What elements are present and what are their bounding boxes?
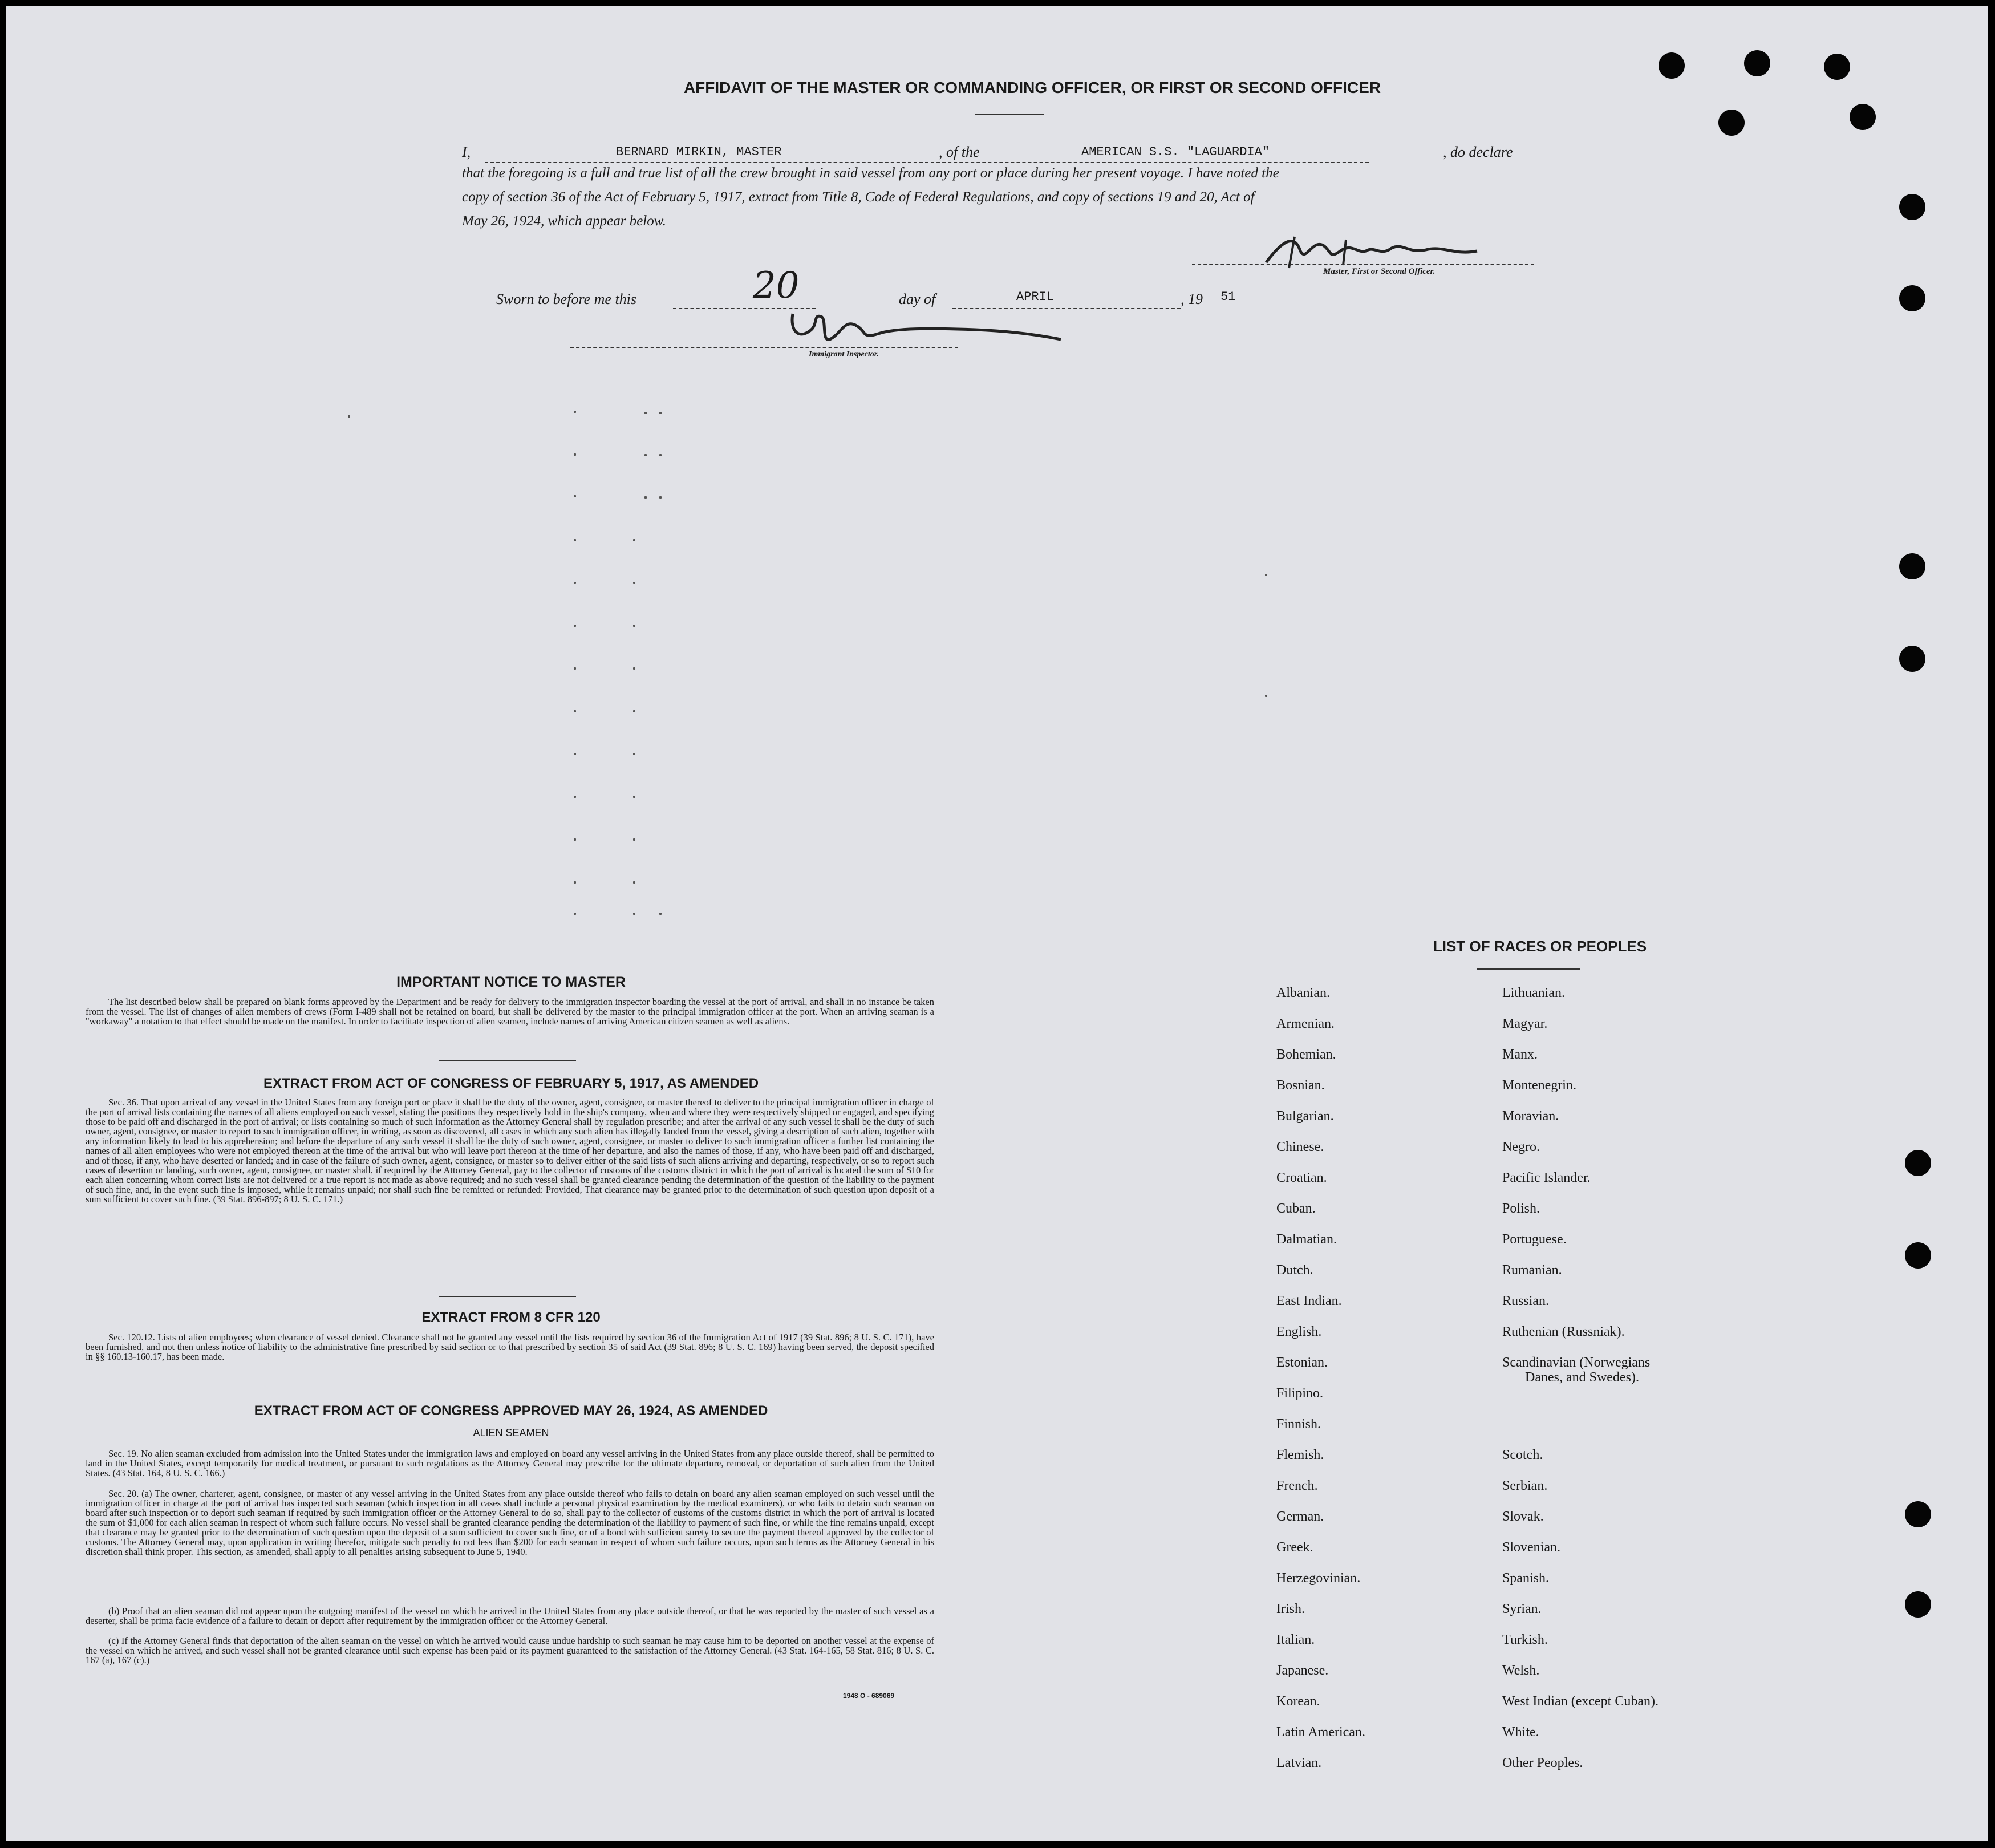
race-item: Negro. — [1502, 1140, 1540, 1154]
pronoun-label: I, — [462, 144, 471, 160]
race-item: Bulgarian. — [1276, 1109, 1334, 1124]
inspector-caption: Immigrant Inspector. — [809, 350, 879, 359]
race-item: Slovak. — [1502, 1509, 1544, 1524]
race-item: Manx. — [1502, 1047, 1538, 1062]
race-item: Herzegovinian. — [1276, 1571, 1361, 1586]
print-code: 1948 O - 689069 — [843, 1692, 895, 1700]
punch-hole-side-2 — [1899, 285, 1925, 311]
title-underline — [975, 114, 1044, 115]
race-item: Japanese. — [1276, 1663, 1329, 1678]
race-item: Other Peoples. — [1502, 1756, 1583, 1770]
extract-1917-title: EXTRACT FROM ACT OF CONGRESS OF FEBRUARY 5, 1917, AS AMENDED — [263, 1076, 759, 1091]
race-item: Scotch. — [1502, 1448, 1543, 1462]
race-item: Greek. — [1276, 1540, 1313, 1555]
notice-title: IMPORTANT NOTICE TO MASTER — [396, 974, 626, 990]
punch-hole-top-5 — [1850, 104, 1876, 130]
race-item: Finnish. — [1276, 1417, 1321, 1432]
inspector-signature-line — [570, 347, 958, 348]
races-title: LIST OF RACES OR PEOPLES — [1433, 938, 1647, 955]
race-item: Slovenian. — [1502, 1540, 1560, 1555]
notice-divider — [439, 1060, 576, 1061]
master-caption-label: Master, — [1323, 267, 1350, 276]
race-item: Filipino. — [1276, 1386, 1324, 1401]
punch-hole-side-6 — [1905, 1242, 1931, 1269]
punch-hole-side-1 — [1899, 194, 1925, 220]
race-item: Montenegrin. — [1502, 1078, 1576, 1093]
sec-20c-text: (c) If the Attorney General finds that deportation of the alien seaman on the vessel on which he arrived would cause undue hardship to such seaman he may cause him to be deported on another vessel at the expense of the vessel on which he arrived, and such vessel shall not be granted clearance until such expense has been paid or its payment guaranteed to the satisfaction of the Attorney General. (43 Stat. 164-165, 58 Stat. 816; 8 U. S. C. 167 (a), 167 (c).) — [86, 1635, 934, 1665]
punch-hole-side-3 — [1899, 553, 1925, 579]
punch-hole-side-4 — [1899, 646, 1925, 672]
race-item: West Indian (except Cuban). — [1502, 1694, 1659, 1709]
punch-hole-top-4 — [1718, 110, 1745, 136]
affidavit-body-line-3: copy of section 36 of the Act of February 5, 1917, extract from Title 8, Code of Federal Regulations, and copy of sections 19 and 20, Act of — [462, 189, 1255, 205]
punch-hole-top-3 — [1824, 54, 1850, 80]
name-fill-line — [485, 162, 1369, 163]
race-item: Magyar. — [1502, 1016, 1548, 1031]
year-field: 51 — [1220, 290, 1236, 304]
race-item: Scandinavian (Norwegians — [1502, 1355, 1651, 1370]
day-field: 20 — [753, 265, 800, 307]
year-prefix-label: , 19 — [1181, 291, 1203, 307]
punch-hole-top-1 — [1659, 52, 1685, 79]
cfr-120-title: EXTRACT FROM 8 CFR 120 — [421, 1310, 601, 1325]
extract-1917-text: Sec. 36. That upon arrival of any vessel in the United States from any foreign port or place it shall be the duty of the owner, agent, consignee, or master thereof to deliver to the principal immigration officer in charge of the port of arrival lists containing the names of all aliens employed on such vessel, stating the positions they respectively hold in the ship's company, when and where they were respectively shipped or engaged, and specifying those to be paid off and discharged in the port of arrival; or lists containing so much of such information as the Attorney General shall by regulation prescribe; and after the arrival of any such vessel it shall be the duty of such owner, agent, consignee, or master to report to such immigration officer, in writing, as soon as discovered, all cases in which any such alien has illegally landed from the vessel, giving a description of such alien, together with any information likely to lead to his apprehension; and before the departure of any such vessel it shall be the duty of such owner, agent, consignee, or master to deliver to such immigration officer a further list containing the names of all alien employees who were not employed thereon at the time of the arrival but who will leave port thereon at the time of her departure, and also the names of those, if any, who have been paid off and discharged, and of those, if any, who have deserted or landed; and in case of the failure of such owner, agent, consignee, or master so to deliver either of the said lists of such aliens arriving and departing, respectively, or so to report such cases of desertion or landing, such owner, agent, consignee, or master shall, if required by the Attorney General, pay to the collector of customs of the customs district in which the port of arrival is located the sum of $10 for each alien concerning whom correct lists are not delivered or a true report is not made as above required; and no such vessel shall be granted clearance pending the determination of the question of the liability to the payment of such fine, and, in the event such fine is imposed, while it remains unpaid; nor shall such fine be remitted or refunded: Provided, That clearance may be granted prior to the determination of such question upon deposit of a sum sufficient to cover such fine. (39 Stat. 896-897; 8 U. S. C. 171.) — [86, 1097, 934, 1205]
race-item: Polish. — [1502, 1201, 1540, 1216]
struck-officer-label: First or Second Officer. — [1352, 267, 1436, 276]
race-item: Serbian. — [1502, 1478, 1548, 1493]
race-item: Rumanian. — [1502, 1263, 1562, 1278]
of-the-label: , of the — [935, 144, 983, 161]
sec-19-text: Sec. 19. No alien seaman excluded from admission into the United States under the immigration laws and employed on board any vessel arriving in the United States from any place outside thereof, shall be permitted to land in the United States, except temporarily for medical treatment, or pursuant to such regulations as the Attorney General may prescribe for the ultimate departure, removal, or deportation of such alien from the United States. (43 Stat. 164, 8 U. S. C. 166.) — [86, 1448, 934, 1478]
race-item: Croatian. — [1276, 1170, 1327, 1185]
race-item: Bohemian. — [1276, 1047, 1336, 1062]
sworn-label: Sworn to before me this — [496, 291, 637, 307]
race-item: German. — [1276, 1509, 1324, 1524]
race-item: Italian. — [1276, 1632, 1315, 1647]
extract-1924-subtitle: ALIEN SEAMEN — [473, 1427, 549, 1438]
extract-1917-divider — [439, 1296, 576, 1297]
sec-20a-text: Sec. 20. (a) The owner, charterer, agent, consignee, or master of any vessel arriving in the United States from any place outside thereof who fails to detain on board any alien seaman employed on such vessel until the immigration officer in charge at the port of arrival has inspected such seaman (which inspection in all cases shall include a personal physical examination by the medical examiners), or who fails to detain such seaman on board after such inspection or to deport such seaman if required by such immigration officer or the Attorney General to do so, shall pay to the collector of customs of the customs district in which the port of arrival is located the sum of $1,000 for each alien seaman in respect of whom such failure occurs. No vessel shall be granted clearance pending the determination of the liability to payment of such fine, or while the fine remains unpaid, except that clearance may be granted prior to the determination of such question upon the deposit of a sum sufficient to cover such fine, or of a bond with sufficient surety to secure the payment thereof approved by the collector of customs. The Attorney General may, upon application in writing therefor, mitigate such penalty to not less than $200 for each seaman in respect of whom such failure occurs, upon such terms as the Attorney General in his discretion shall think proper. This section, as amended, shall apply to all penalties arising subsequent to June 5, 1940. — [86, 1488, 934, 1557]
punch-hole-top-2 — [1744, 50, 1770, 76]
race-item: Russian. — [1502, 1294, 1550, 1308]
do-declare-label: , do declare — [1443, 144, 1513, 160]
punch-hole-side-5 — [1905, 1150, 1931, 1176]
punch-hole-side-8 — [1905, 1591, 1931, 1618]
race-item: Korean. — [1276, 1694, 1320, 1709]
document-page — [6, 6, 1988, 1841]
extract-1924-title: EXTRACT FROM ACT OF CONGRESS APPROVED MAY 26, 1924, AS AMENDED — [254, 1403, 768, 1419]
race-item: Welsh. — [1502, 1663, 1540, 1678]
race-item: Cuban. — [1276, 1201, 1316, 1216]
race-item: White. — [1502, 1725, 1539, 1740]
sec-20b-text: (b) Proof that an alien seaman did not appear upon the outgoing manifest of the vessel on which he arrived in the United States from any place outside thereof, or that he was reported by the master of such vessel as a deserter, shall be prima facie evidence of a failure to detain or deport after requirement by the immigration officer or the Attorney General. — [86, 1606, 934, 1626]
master-caption — [1323, 267, 1435, 277]
affidavit-line-1 — [462, 143, 1534, 165]
cfr-120-text: Sec. 120.12. Lists of alien employees; when clearance of vessel denied. Clearance shall not be granted any vessel until the lists required by section 36 of the Immigration Act of 1917 (39 Stat. 896; 8 U. S. C. 171), have been furnished, and not then unless notice of liability to the administrative fine prescribed by said section or to that prescribed by section 35 of said Act (39 Stat. 896; 8 U. S. C. 169) having been served, the deposit specified in §§ 160.13-160.17, has been made. — [86, 1332, 934, 1362]
punch-hole-side-7 — [1905, 1501, 1931, 1527]
affidavit-body-line-2: that the foregoing is a full and true list of all the crew brought in said vessel from any port or place during her present voyage. I have noted the — [462, 165, 1279, 181]
race-item: Turkish. — [1502, 1632, 1548, 1647]
race-item: Pacific Islander. — [1502, 1170, 1591, 1185]
race-item: Latvian. — [1276, 1756, 1322, 1770]
race-item: French. — [1276, 1478, 1318, 1493]
master-name-field: BERNARD MIRKIN, MASTER — [616, 145, 782, 159]
race-item: Ruthenian (Russniak). — [1502, 1324, 1625, 1339]
race-item: Dalmatian. — [1276, 1232, 1337, 1247]
race-item: Dutch. — [1276, 1263, 1313, 1278]
race-item: Flemish. — [1276, 1448, 1324, 1462]
race-item: English. — [1276, 1324, 1322, 1339]
race-item: Chinese. — [1276, 1140, 1324, 1154]
race-item: Irish. — [1276, 1602, 1305, 1616]
race-item: Estonian. — [1276, 1355, 1328, 1370]
day-of-label: day of — [899, 291, 936, 307]
affidavit-body-line-4: May 26, 1924, which appear below. — [462, 213, 666, 229]
race-item: Moravian. — [1502, 1109, 1559, 1124]
master-signature-line — [1192, 264, 1534, 265]
race-item: Lithuanian. — [1502, 986, 1565, 1000]
race-item: Spanish. — [1502, 1571, 1550, 1586]
notice-text: The list described below shall be prepared on blank forms approved by the Department and be ready for delivery to the immigration inspector boarding the vessel at the port of arrival, and shall in no instance be taken from the vessel. The list of changes of alien members of crews (Form I-489 shall not be retained on board, but shall be delivered by the master to the principal immigration officer at the port. When an arriving seaman is a "workaway" a notation to that effect should be made on the manifest. In order to facilitate inspection of alien seamen, include names of arriving American citizen seamen as well as aliens. — [86, 996, 934, 1027]
month-field: APRIL — [1014, 290, 1056, 304]
affidavit-title: AFFIDAVIT OF THE MASTER OR COMMANDING OFFICER, OR FIRST OR SECOND OFFICER — [683, 79, 1381, 96]
race-item: Syrian. — [1502, 1602, 1542, 1616]
vessel-name-field: AMERICAN S.S. "LAGUARDIA" — [1078, 145, 1273, 159]
race-item: Albanian. — [1276, 986, 1330, 1000]
races-title-underline — [1477, 968, 1580, 970]
race-item: Bosnian. — [1276, 1078, 1325, 1093]
race-item: East Indian. — [1276, 1294, 1342, 1308]
race-item: Latin American. — [1276, 1725, 1365, 1740]
race-item: Danes, and Swedes). — [1525, 1370, 1639, 1385]
race-item: Armenian. — [1276, 1016, 1335, 1031]
race-item: Portuguese. — [1502, 1232, 1567, 1247]
